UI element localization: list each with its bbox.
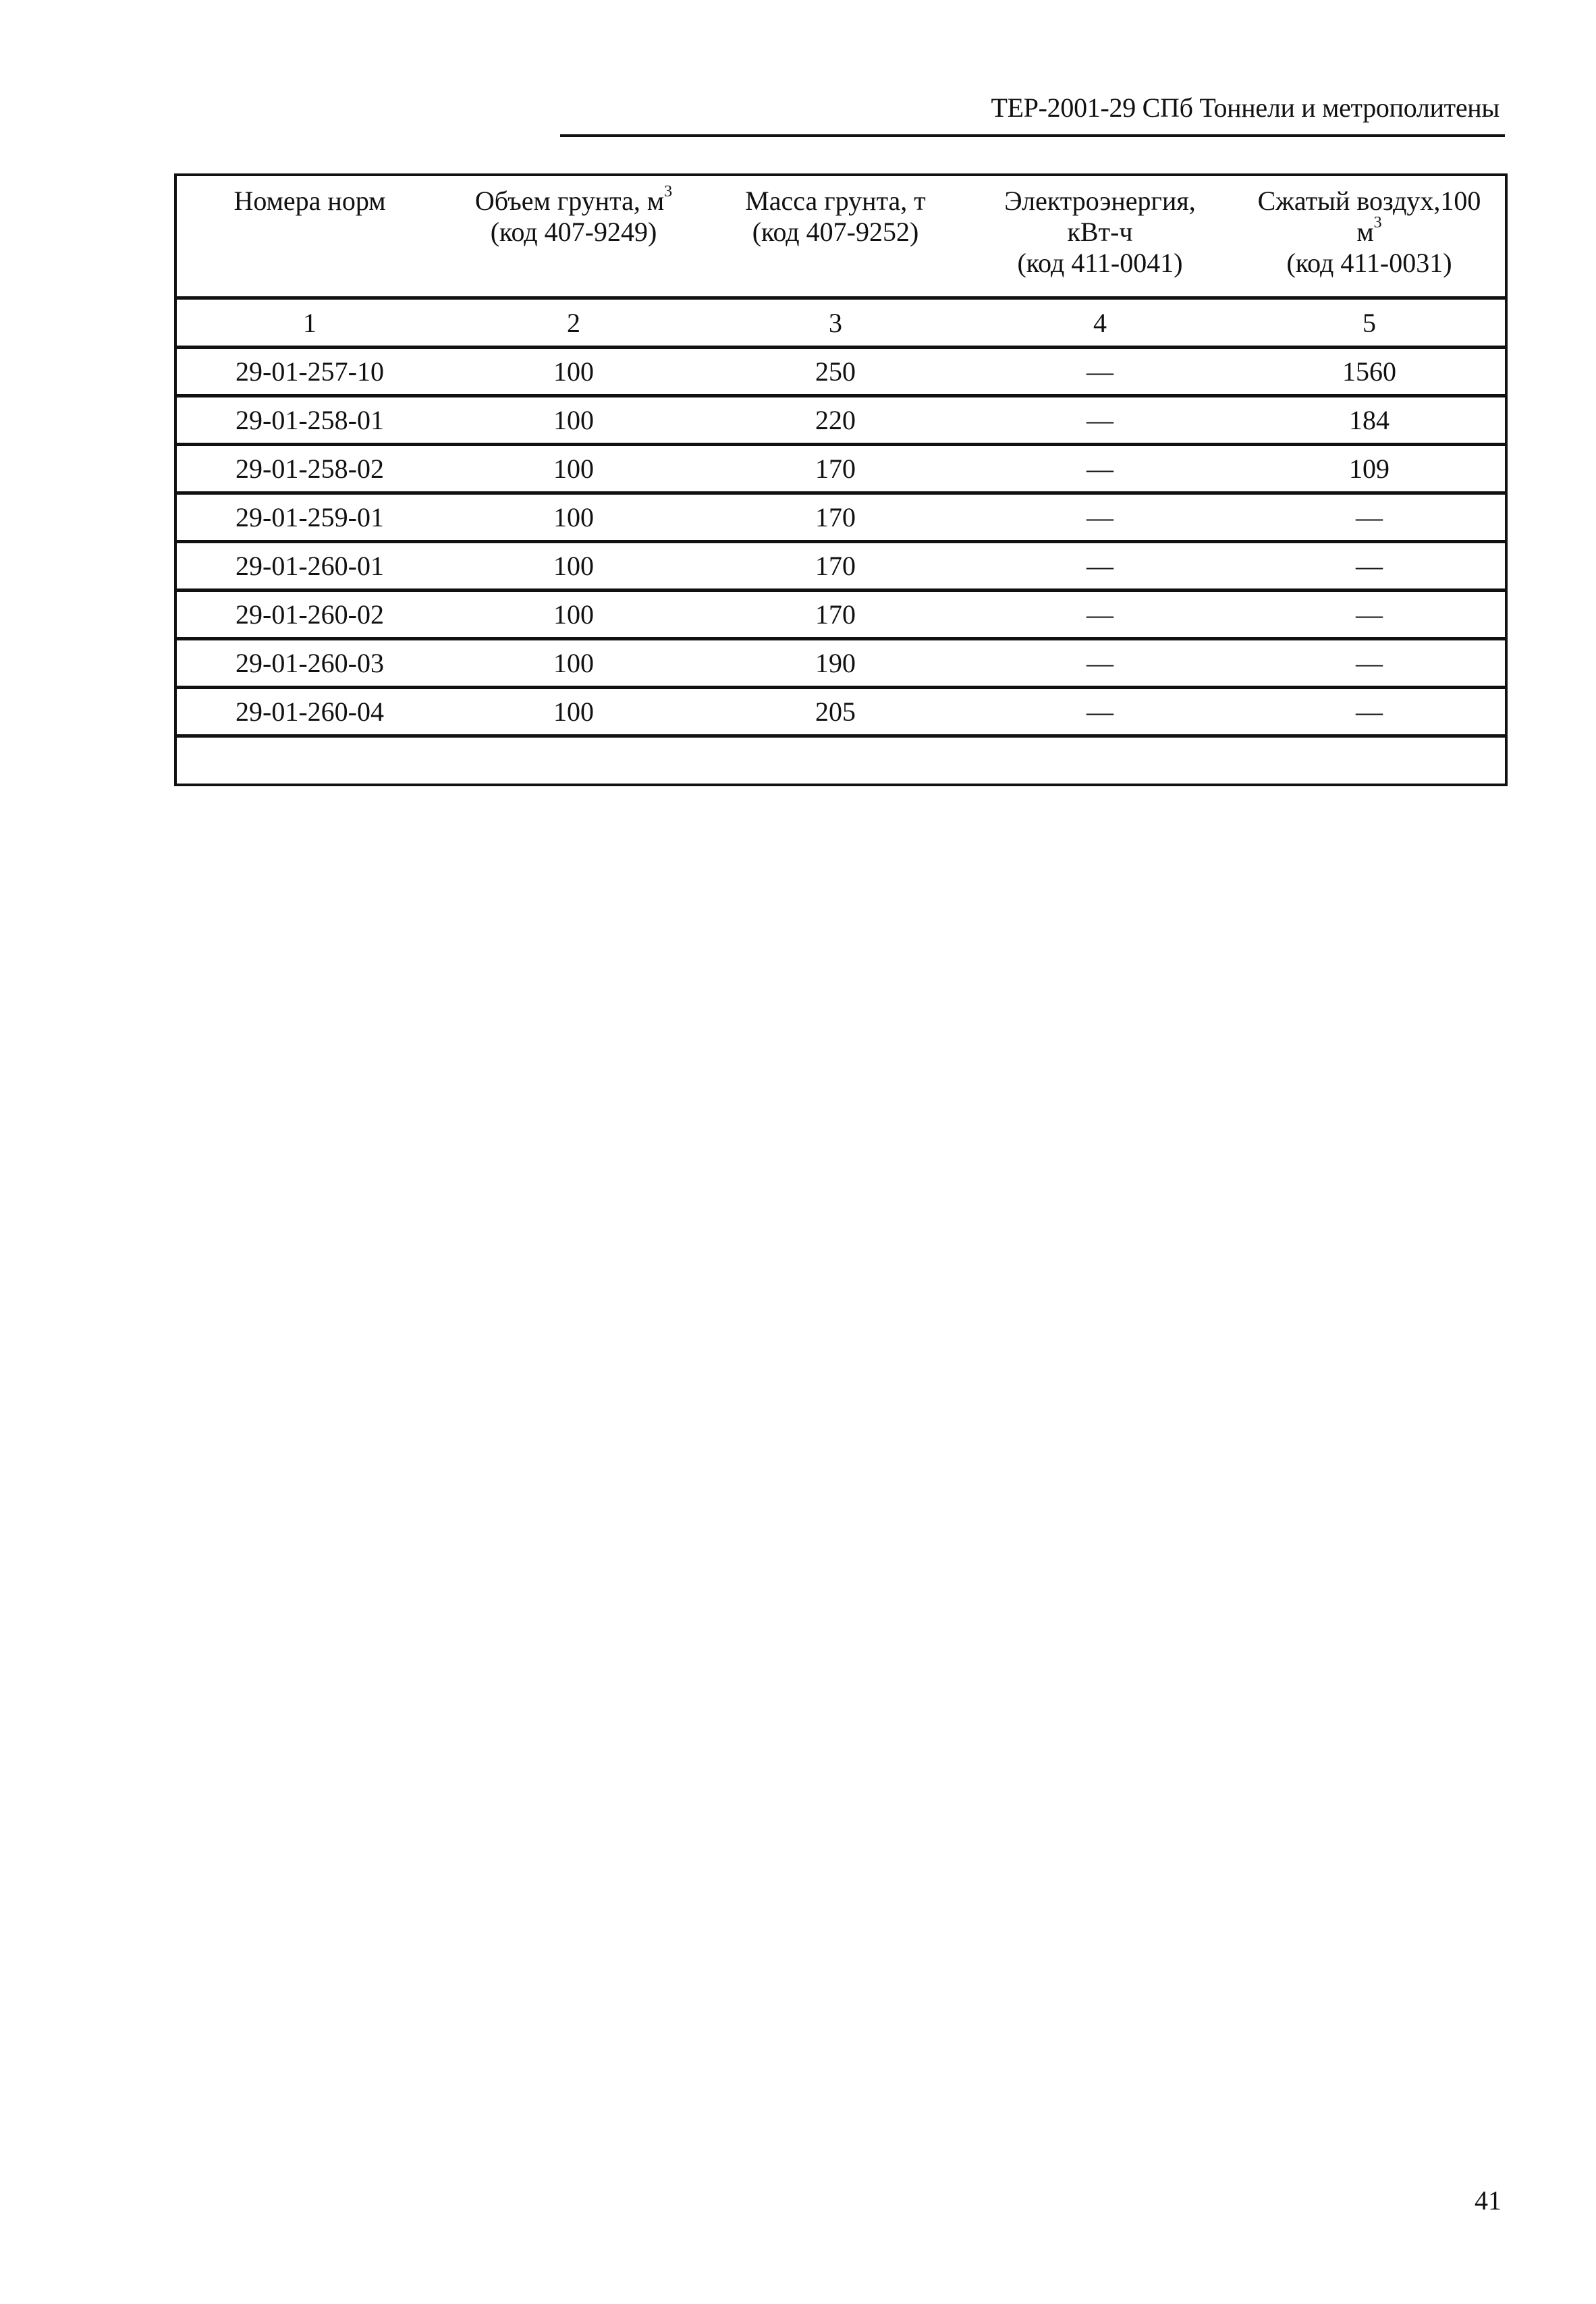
electricity-cell: — [966, 348, 1234, 396]
norm-number-cell: 29-01-259-01 [175, 493, 443, 542]
soil-mass-cell: 170 [705, 493, 966, 542]
soil-volume-cell: 100 [443, 542, 705, 591]
soil-volume-cell: 100 [443, 396, 705, 445]
column-header-line [447, 182, 700, 217]
table-row [175, 591, 1506, 639]
table-row [175, 396, 1506, 445]
norm-number-cell: 29-01-260-01 [175, 542, 443, 591]
soil-volume-cell: 100 [443, 688, 705, 736]
table-row [175, 348, 1506, 396]
column-header-soil-volume [443, 175, 705, 298]
column-header-compressed-air [1234, 175, 1506, 298]
running-header: ТЕР-2001-29 СПб Тоннели и метрополитены [991, 92, 1499, 123]
soil-volume-cell: 100 [443, 591, 705, 639]
empty-cell [175, 736, 1506, 786]
norm-number-cell: 29-01-258-02 [175, 445, 443, 493]
column-header-line: (код 411-0041) [1017, 248, 1183, 278]
compressed-air-cell: — [1234, 688, 1506, 736]
compressed-air-cell: — [1234, 639, 1506, 688]
table-row [175, 493, 1506, 542]
column-number: 5 [1234, 298, 1506, 348]
column-header-norm-numbers [175, 175, 443, 298]
soil-mass-cell: 220 [705, 396, 966, 445]
column-header-line: Масса грунта, т [745, 186, 926, 216]
table-row [175, 688, 1506, 736]
column-header-line: Номера норм [233, 186, 386, 216]
norm-number-cell: 29-01-258-01 [175, 396, 443, 445]
column-number: 4 [966, 298, 1234, 348]
column-number: 3 [705, 298, 966, 348]
soil-volume-cell: 100 [443, 445, 705, 493]
electricity-cell: — [966, 688, 1234, 736]
compressed-air-cell: — [1234, 542, 1506, 591]
column-header-line: кВт-ч [1067, 217, 1133, 247]
compressed-air-cell: — [1234, 591, 1506, 639]
electricity-cell: — [966, 591, 1234, 639]
soil-mass-cell: 170 [705, 591, 966, 639]
empty-table-row [175, 736, 1506, 786]
electricity-cell: — [966, 542, 1234, 591]
superscript: 3 [1373, 213, 1382, 231]
header-rule [560, 134, 1505, 137]
column-header-line: Сжатый воздух,100 [1257, 186, 1481, 216]
table-row [175, 445, 1506, 493]
page-number: 41 [1475, 2185, 1502, 2216]
compressed-air-cell: — [1234, 493, 1506, 542]
column-number: 1 [175, 298, 443, 348]
norm-number-cell: 29-01-257-10 [175, 348, 443, 396]
column-header-line [1238, 213, 1501, 248]
column-header-text: Объем грунта, м [474, 186, 665, 216]
norm-number-cell: 29-01-260-02 [175, 591, 443, 639]
soil-mass-cell: 205 [705, 688, 966, 736]
column-number: 2 [443, 298, 705, 348]
column-header-line: Электроэнергия, [1004, 186, 1196, 216]
soil-mass-cell: 170 [705, 542, 966, 591]
norms-table [174, 173, 1508, 786]
compressed-air-cell: 109 [1234, 445, 1506, 493]
electricity-cell: — [966, 639, 1234, 688]
electricity-cell: — [966, 445, 1234, 493]
compressed-air-cell: 184 [1234, 396, 1506, 445]
column-header-soil-mass [705, 175, 966, 298]
column-header-line: (код 407-9252) [752, 217, 919, 247]
norm-number-cell: 29-01-260-03 [175, 639, 443, 688]
norm-number-cell: 29-01-260-04 [175, 688, 443, 736]
electricity-cell: — [966, 396, 1234, 445]
soil-volume-cell: 100 [443, 348, 705, 396]
electricity-cell: — [966, 493, 1234, 542]
column-number-row [175, 298, 1506, 348]
column-header-text: м [1356, 217, 1374, 247]
table-row [175, 639, 1506, 688]
soil-volume-cell: 100 [443, 639, 705, 688]
soil-volume-cell: 100 [443, 493, 705, 542]
table-row [175, 542, 1506, 591]
superscript: 3 [664, 182, 673, 200]
soil-mass-cell: 190 [705, 639, 966, 688]
column-header-electricity [966, 175, 1234, 298]
soil-mass-cell: 250 [705, 348, 966, 396]
column-header-line: (код 407-9249) [490, 217, 657, 247]
compressed-air-cell: 1560 [1234, 348, 1506, 396]
soil-mass-cell: 170 [705, 445, 966, 493]
column-header-line: (код 411-0031) [1286, 248, 1452, 278]
table-header-row [175, 175, 1506, 298]
